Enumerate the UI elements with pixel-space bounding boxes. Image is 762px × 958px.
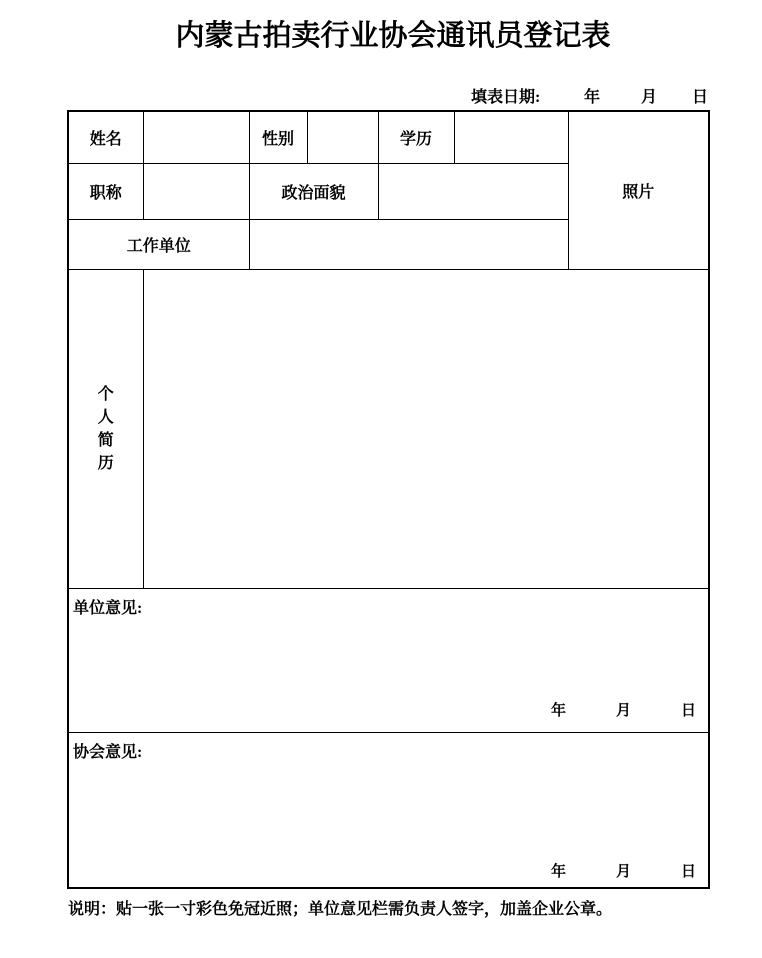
- gender-label-cell: 性别: [249, 111, 307, 164]
- unit-opinion-year: 年: [550, 703, 566, 719]
- resume-label: 个人简历: [97, 386, 114, 472]
- table-row: [68, 111, 709, 164]
- name-value-cell[interactable]: [143, 111, 249, 164]
- fill-date-year: 年: [584, 89, 601, 106]
- work-unit-label-cell: 工作单位: [68, 220, 249, 270]
- table-row: [68, 270, 709, 589]
- resume-content-cell[interactable]: [143, 270, 709, 589]
- page-title: 内蒙古拍卖行业协会通讯员登记表: [175, 20, 611, 52]
- unit-opinion-day: 日: [680, 703, 696, 719]
- gender-value-cell[interactable]: [307, 111, 378, 164]
- association-opinion-label: 协会意见:: [73, 744, 143, 761]
- name-label-cell: 姓名: [68, 111, 143, 164]
- political-status-value-cell[interactable]: [378, 164, 568, 220]
- association-opinion-cell[interactable]: [68, 733, 709, 889]
- unit-opinion-date-line: [551, 699, 696, 720]
- job-title-label-cell: 职称: [68, 164, 143, 220]
- resume-label-cell: [68, 270, 143, 589]
- unit-opinion-month: 月: [615, 703, 631, 719]
- table-row: [68, 733, 709, 889]
- work-unit-value-cell[interactable]: [249, 220, 568, 270]
- association-opinion-day: 日: [680, 864, 696, 880]
- association-opinion-date-line: [551, 860, 696, 881]
- association-opinion-year: 年: [550, 864, 566, 880]
- fill-date-day: 日: [692, 89, 709, 106]
- association-opinion-month: 月: [615, 864, 631, 880]
- education-label-cell: 学历: [378, 111, 454, 164]
- fill-date-month: 月: [641, 89, 658, 106]
- unit-opinion-cell[interactable]: [68, 589, 709, 733]
- unit-opinion-label: 单位意见:: [73, 600, 143, 617]
- job-title-value-cell[interactable]: [143, 164, 249, 220]
- fill-date-label: 填表日期:: [471, 89, 541, 106]
- education-value-cell[interactable]: [454, 111, 568, 164]
- table-row: [68, 589, 709, 733]
- political-status-label-cell: 政治面貌: [249, 164, 378, 220]
- note-text: 说明：贴一张一寸彩色免冠近照；单位意见栏需负责人签字，加盖企业公章。: [68, 901, 613, 918]
- fill-date-line: [0, 84, 762, 108]
- registration-table: [67, 110, 710, 889]
- photo-cell: 照片: [568, 111, 709, 270]
